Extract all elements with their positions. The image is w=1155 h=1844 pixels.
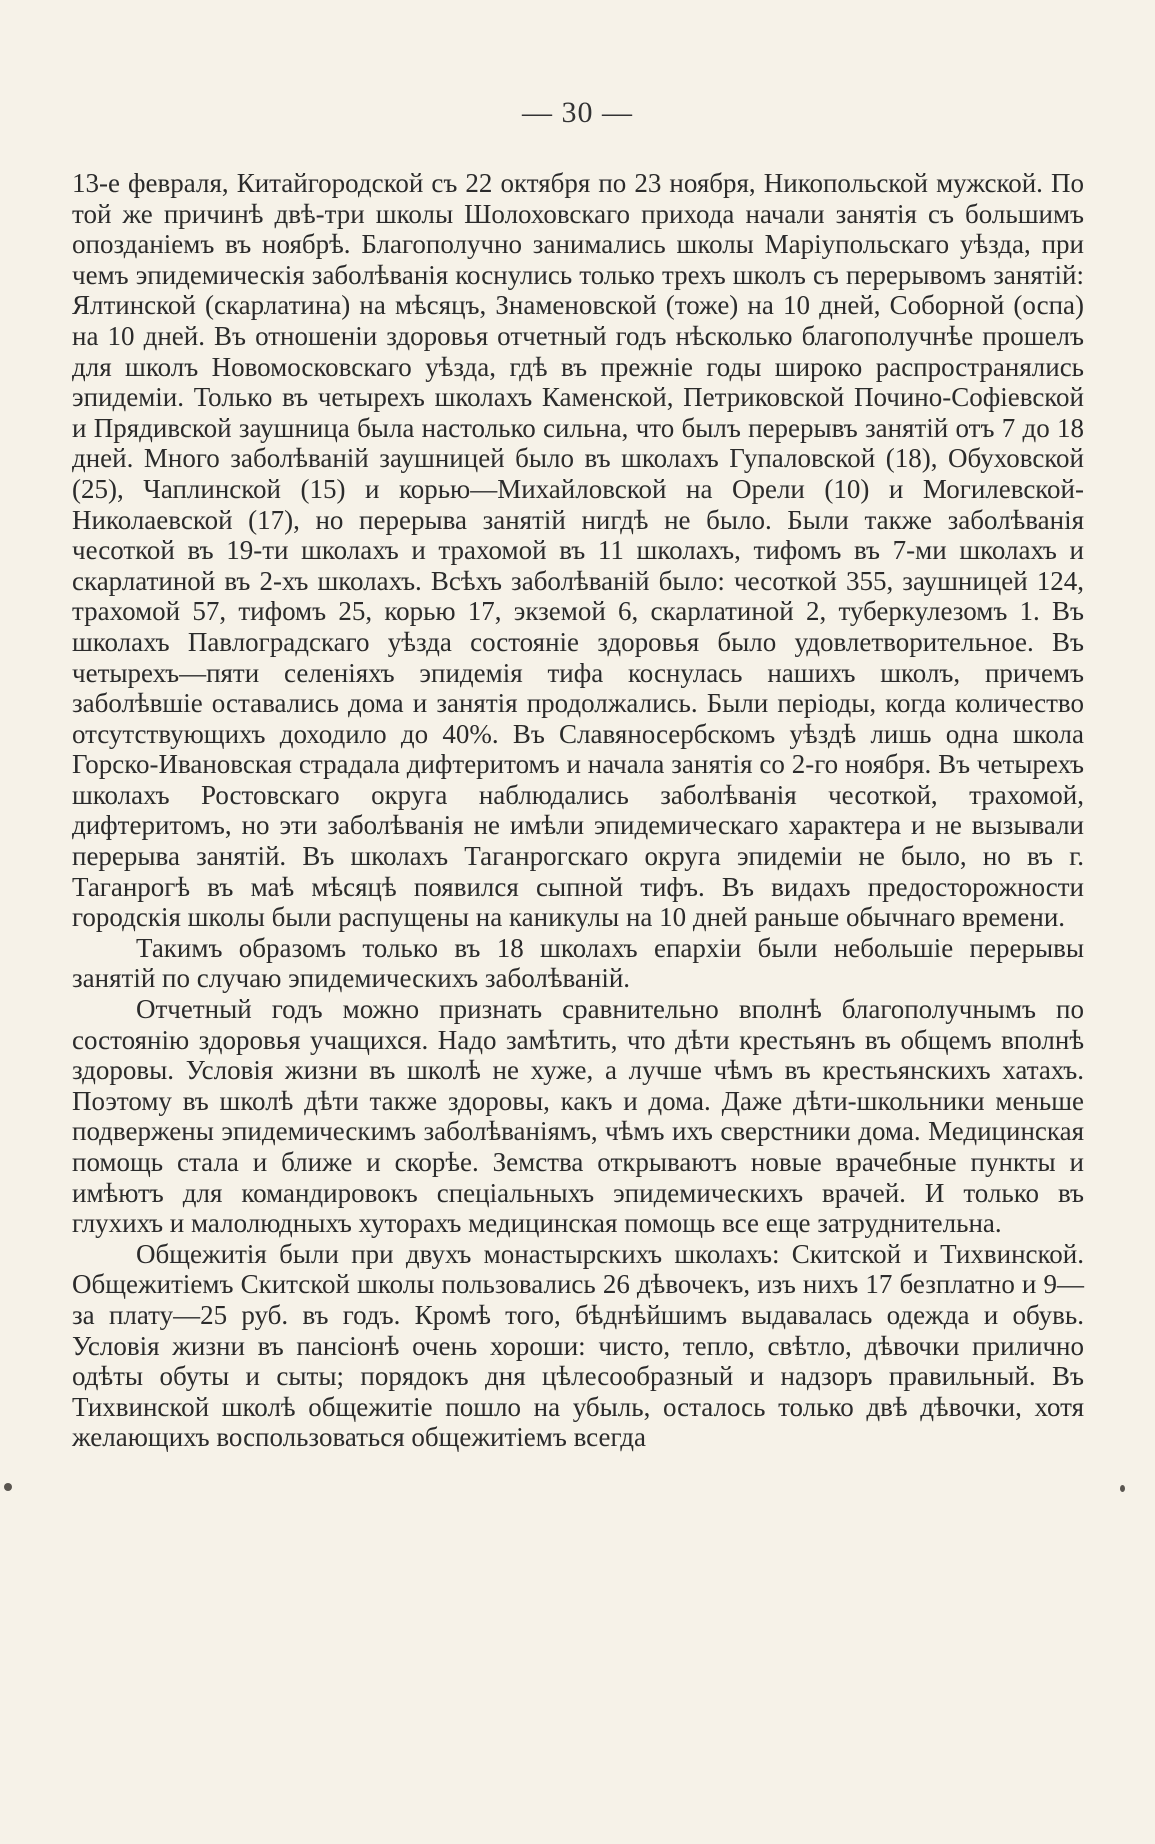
margin-mark-right: [1120, 1485, 1125, 1492]
paragraph-dormitories: Общежитія были при двухъ монастырскихъ школахъ: Скитской и Тихвинской. Общежитіемъ Скитской школы пользовались 26 дѣвочекъ, изъ нихъ 17 безплатно и 9—за плату—25 руб. въ годъ. Кромѣ того, бѣднѣйшимъ выдавалась одежда и обувь. Условія жизни въ пансіонѣ очень хороши: чисто, тепло, свѣтло, дѣвочки прилично одѣты обуты и сыты; порядокъ дня цѣлесообразный и надзоръ правильный. Въ Тихвинской школѣ общежитіе пошло на убыль, осталось только двѣ дѣвочки, хотя желающихъ воспользоваться общежитіемъ всегда: [72, 1238, 1084, 1453]
paragraph-epidemics: 13-е февраля, Китайгородской съ 22 октября по 23 ноября, Никопольской мужской. По той же причинѣ двѣ-три школы Шолоховскаго прихода начали занятія съ большимъ опозданіемъ въ ноябрѣ. Благополучно занимались школы Маріупольскаго уѣзда, при чемъ эпидемическія заболѣванія коснулись только трехъ школъ съ перерывомъ занятій: Ялтинской (скарлатина) на мѣсяцъ, Знаменовской (тоже) на 10 дней, Соборной (оспа) на 10 дней. Въ отношеніи здоровья отчетный годъ нѣсколько благополучнѣе прошелъ для школъ Новомосковскаго уѣзда, гдѣ въ прежніе годы широко распространялись эпидеміи. Только въ четырехъ школахъ Каменской, Петриковской Почино-Софіевской и Прядивской заушница была настолько сильна, что былъ перерывъ занятій отъ 7 до 18 дней. Много заболѣваній заушницей было въ школахъ Гупаловской (18), Обуховской (25), Чаплинской (15) и корью—Михайловской на Орели (10) и Могилевской-Николаевской (17), но перерыва занятій нигдѣ не было. Были также заболѣванія чесоткой въ 19-ти школахъ и трахомой въ 11 школахъ, тифомъ въ 7-ми школахъ и скарлатиной въ 2-хъ школахъ. Всѣхъ заболѣваній было: чесоткой 355, заушницей 124, трахомой 57, тифомъ 25, корью 17, экземой 6, скарлатиной 2, туберкулезомъ 1. Въ школахъ Павлоградскаго уѣзда состояніе здоровья было удовлетворительное. Въ четырехъ—пяти селеніяхъ эпидемія тифа коснулась нашихъ школъ, причемъ заболѣвшіе оставались дома и занятія продолжались. Были періоды, когда количество отсутствующихъ доходило до 40%. Въ Славяносербскомъ уѣздѣ лишь одна школа Горско-Ивановская страдала дифтеритомъ и начала занятія со 2-го ноября. Въ четырехъ школахъ Ростовскаго округа наблюдались заболѣванія чесоткой, трахомой, дифтеритомъ, но эти заболѣванія не имѣли эпидемическаго характера и не вызывали перерыва занятій. Въ школахъ Таганрогскаго округа эпидеміи не было, но въ г. Таганрогѣ въ маѣ мѣсяцѣ появился сыпной тифъ. Въ видахъ предосторожности городскія школы были распущены на каникулы на 10 дней раньше обычнаго времени.: [72, 168, 1084, 933]
page-number: — 30 —: [522, 96, 633, 129]
body-text: [72, 168, 1084, 1453]
paragraph-health: Отчетный годъ можно признать сравнительно вполнѣ благополучнымъ по состоянію здоровья учащихся. Надо замѣтить, что дѣти крестьянъ въ общемъ вполнѣ здоровы. Условія жизни въ школѣ не хуже, а лучше чѣмъ въ крестьянскихъ хатахъ. Поэтому въ школѣ дѣти также здоровы, какъ и дома. Даже дѣти-школьники меньше подвержены эпидемическимъ заболѣваніямъ, чѣмъ ихъ сверстники дома. Медицинская помощь стала и ближе и скорѣе. Земства открываютъ новые врачебные пункты и имѣютъ для командировокъ спеціальныхъ эпидемическихъ врачей. И только въ глухихъ и малолюдныхъ хуторахъ медицинская помощь все еще затруднительна.: [72, 994, 1084, 1239]
paragraph-summary: Такимъ образомъ только въ 18 школахъ епархіи были небольшіе перерывы занятій по случаю эпидемическихъ заболѣваній.: [72, 932, 1084, 994]
margin-mark-left: [4, 1483, 12, 1491]
